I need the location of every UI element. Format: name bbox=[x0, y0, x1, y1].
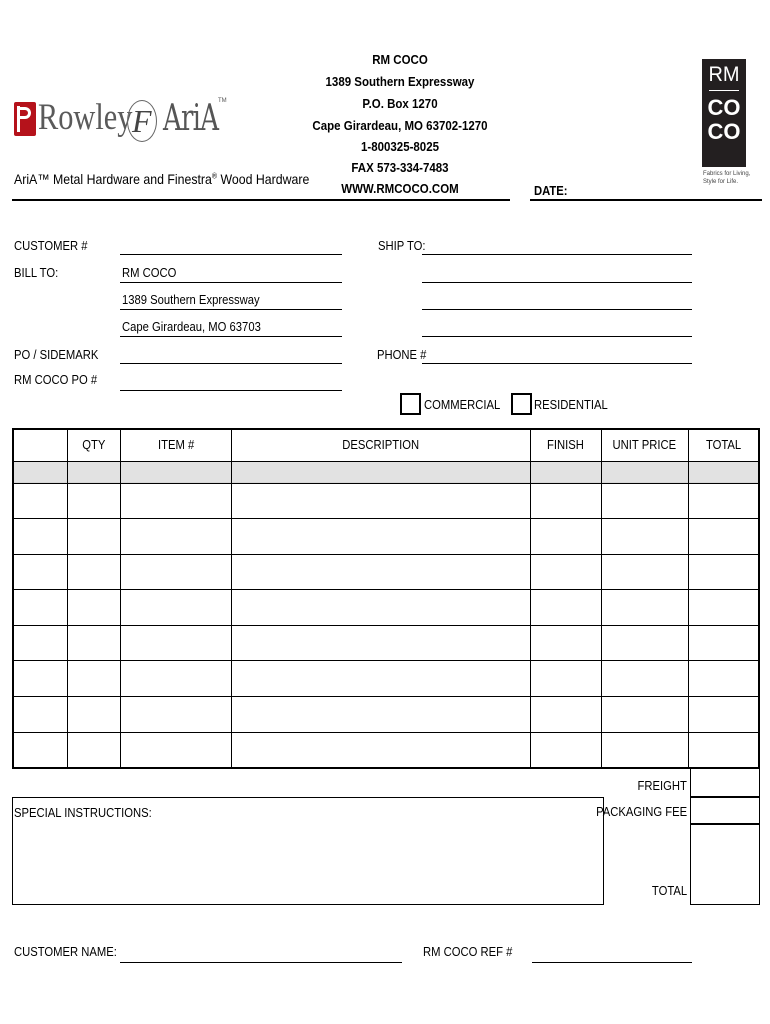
table-header-row bbox=[13, 429, 759, 461]
rowley-r-mark-icon bbox=[14, 102, 36, 136]
rowley-logo bbox=[14, 97, 133, 142]
table-row[interactable] bbox=[13, 697, 759, 733]
column-header-description: DESCRIPTION bbox=[231, 429, 530, 461]
freight-field[interactable] bbox=[690, 767, 760, 797]
rowley-wordmark: Rowley bbox=[38, 97, 133, 138]
date-field[interactable] bbox=[530, 199, 762, 201]
bill-to-line2: 1389 Southern Expressway bbox=[122, 293, 260, 307]
po-sidemark-label: PO / SIDEMARK bbox=[14, 348, 99, 362]
company-po-box: P.O. Box 1270 bbox=[362, 97, 438, 111]
table-row[interactable] bbox=[13, 519, 759, 555]
rm-coco-po-label: RM COCO PO # bbox=[14, 373, 98, 387]
rm-coco-logo: RM CO CO bbox=[702, 59, 746, 167]
table-row[interactable] bbox=[13, 625, 759, 661]
total-label: TOTAL bbox=[651, 884, 687, 898]
company-website: WWW.RMCOCO.COM bbox=[341, 182, 459, 196]
special-instructions-label: SPECIAL INSTRUCTIONS: bbox=[14, 806, 152, 820]
bill-to-field-2[interactable] bbox=[120, 309, 342, 310]
table-row[interactable] bbox=[13, 590, 759, 626]
po-sidemark-field[interactable] bbox=[120, 363, 342, 364]
bill-to-line1: RM COCO bbox=[122, 266, 177, 280]
order-items-table bbox=[12, 428, 760, 769]
bill-to-field-3[interactable] bbox=[120, 336, 342, 337]
ship-to-field-4[interactable] bbox=[422, 336, 692, 337]
table-row[interactable] bbox=[13, 732, 759, 768]
rm-coco-po-field[interactable] bbox=[120, 390, 342, 391]
column-header-unit-price: UNIT PRICE bbox=[601, 429, 688, 461]
column-header-finish: FINISH bbox=[530, 429, 601, 461]
customer-number-field[interactable] bbox=[120, 254, 342, 255]
customer-number-label: CUSTOMER # bbox=[14, 239, 88, 253]
phone-field[interactable] bbox=[422, 363, 692, 364]
company-name: RM COCO bbox=[372, 53, 428, 67]
customer-name-label: CUSTOMER NAME: bbox=[14, 945, 117, 959]
finestra-emblem-icon: F bbox=[127, 100, 157, 142]
bill-to-line3: Cape Girardeau, MO 63703 bbox=[122, 320, 261, 334]
aria-logo: AriA bbox=[163, 98, 219, 139]
table-shaded-row bbox=[13, 461, 759, 483]
ship-to-field-2[interactable] bbox=[422, 282, 692, 283]
company-phone: 1-800325-8025 bbox=[360, 140, 439, 154]
column-header bbox=[13, 429, 68, 461]
company-address: 1389 Southern Expressway bbox=[325, 75, 475, 89]
date-label: DATE: bbox=[534, 184, 568, 198]
commercial-label: COMMERCIAL bbox=[424, 398, 501, 412]
bill-to-field-1[interactable] bbox=[120, 282, 342, 283]
packaging-fee-field[interactable] bbox=[690, 797, 760, 824]
ship-to-field-1[interactable] bbox=[422, 254, 692, 255]
rm-coco-ref-field[interactable] bbox=[532, 962, 692, 963]
phone-label: PHONE # bbox=[377, 348, 427, 362]
ship-to-label: SHIP TO: bbox=[378, 239, 426, 253]
rm-coco-tagline: Fabrics for Living, Style for Life. bbox=[703, 171, 751, 185]
residential-label: RESIDENTIAL bbox=[534, 398, 608, 412]
packaging-fee-label: PACKAGING FEE bbox=[595, 805, 687, 819]
table-row[interactable] bbox=[13, 554, 759, 590]
bill-to-label: BILL TO: bbox=[14, 266, 59, 280]
customer-name-field[interactable] bbox=[120, 962, 402, 963]
table-row[interactable] bbox=[13, 483, 759, 519]
total-field[interactable] bbox=[690, 824, 760, 905]
company-fax: FAX 573-334-7483 bbox=[351, 161, 449, 175]
aria-tm-mark: TM bbox=[218, 98, 227, 104]
brand-tagline: AriA™ Metal Hardware and Finestra® Wood Hardware bbox=[14, 171, 310, 187]
column-header-qty: QTY bbox=[68, 429, 121, 461]
column-header-total: TOTAL bbox=[688, 429, 759, 461]
residential-checkbox[interactable] bbox=[511, 393, 532, 415]
commercial-checkbox[interactable] bbox=[400, 393, 421, 415]
freight-label: FREIGHT bbox=[637, 779, 687, 793]
column-header-item: ITEM # bbox=[121, 429, 232, 461]
header-divider bbox=[12, 199, 510, 201]
rm-coco-ref-label: RM COCO REF # bbox=[423, 945, 513, 959]
ship-to-field-3[interactable] bbox=[422, 309, 692, 310]
table-row[interactable] bbox=[13, 661, 759, 697]
registered-mark: ® bbox=[211, 171, 218, 181]
company-city: Cape Girardeau, MO 63702-1270 bbox=[312, 119, 488, 133]
